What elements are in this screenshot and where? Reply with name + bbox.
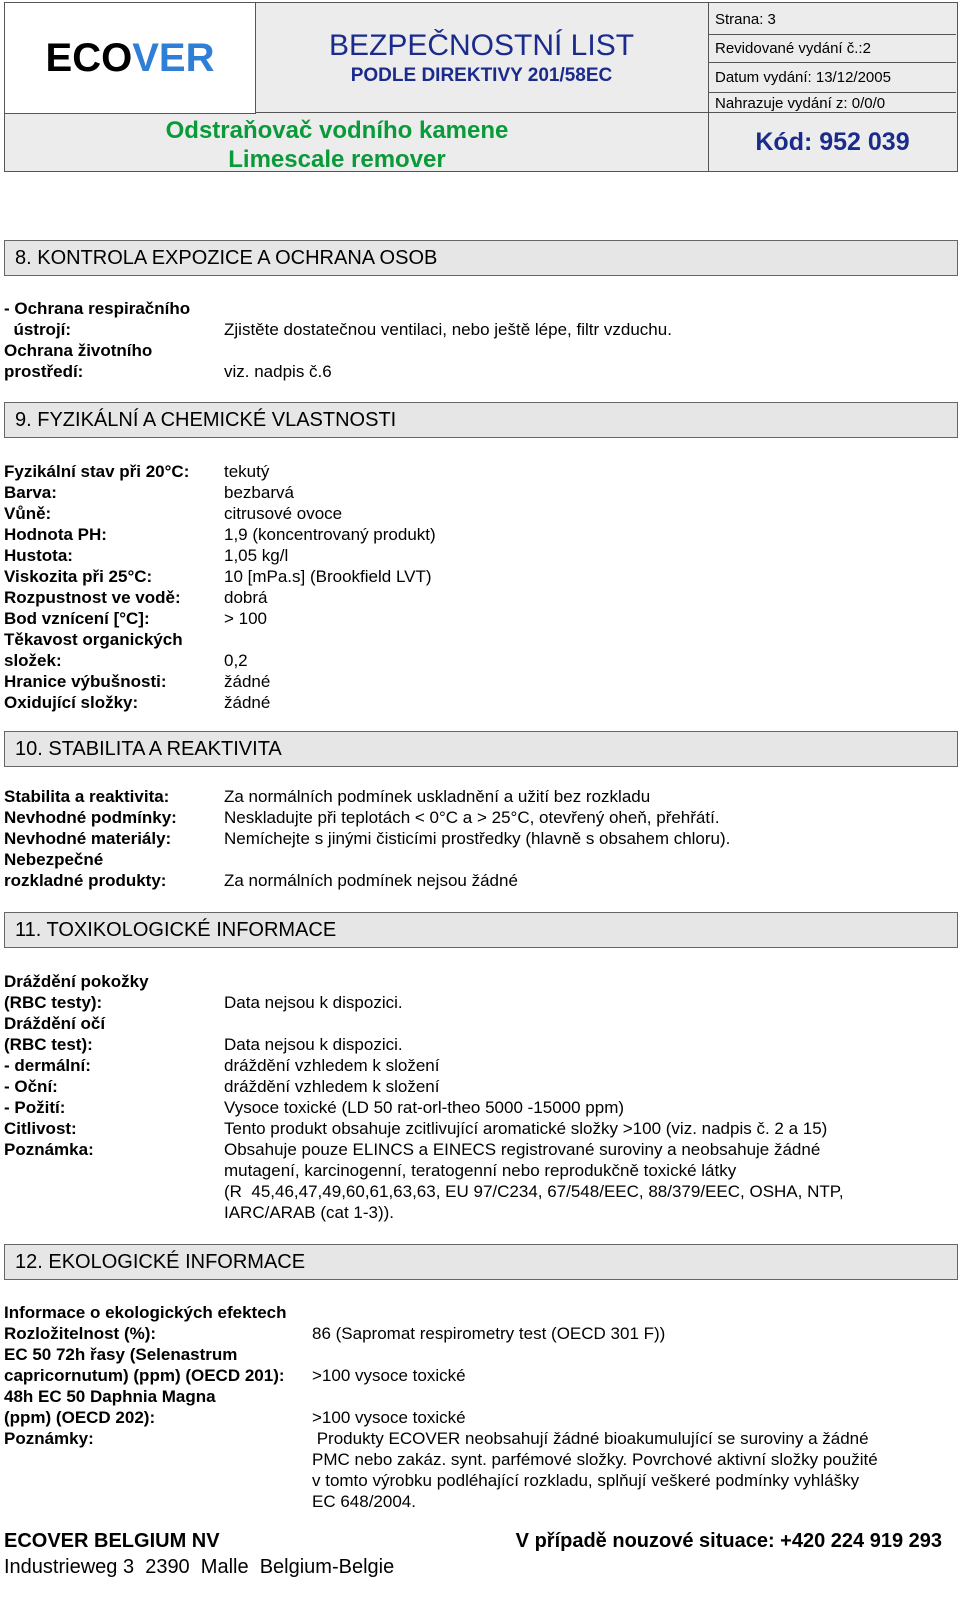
section-8-header: 8. KONTROLA EXPOZICE A OCHRANA OSOB	[4, 240, 958, 276]
footer-emergency-phone: V případě nouzové situace: +420 224 919 293	[515, 1530, 942, 1552]
property-label: Vůně:	[4, 504, 52, 523]
tox-value: Obsahuje pouze ELINCS a EINECS registrované suroviny a neobsahuje žádné	[224, 1140, 821, 1159]
property-value: > 100	[224, 609, 268, 628]
replaces-issue: Nahrazuje vydání z: 0/0/0	[715, 94, 886, 112]
document-subtitle: PODLE DIREKTIVY 201/58EC	[350, 65, 613, 86]
property-label: Barva:	[4, 483, 57, 502]
tox-label: Dráždění pokožky	[4, 972, 149, 991]
tox-label: - Požití:	[4, 1098, 66, 1117]
stability-label: Nebezpečné	[4, 850, 104, 869]
issue-date: Datum vydání: 13/12/2005	[709, 63, 956, 93]
property-value: 1,9 (koncentrovaný produkt)	[224, 525, 436, 544]
product-name-en: Limescale remover	[228, 146, 446, 173]
tox-label: Dráždění očí	[4, 1014, 106, 1033]
stability-label: rozkladné produkty:	[4, 871, 167, 890]
property-value: 0,2	[224, 651, 248, 670]
meta-cell	[709, 3, 956, 113]
tox-label: Citlivost:	[4, 1119, 77, 1138]
eco-value: >100 vysoce toxické	[312, 1366, 466, 1385]
stability-label: Nevhodné podmínky:	[4, 808, 177, 827]
property-value: citrusové ovoce	[224, 504, 343, 523]
tox-value: mutagení, karcinogenní, teratogenní nebo reprodukčně toxické látky	[224, 1161, 737, 1180]
product-name-cz: Odstraňovač vodního kamene	[165, 117, 509, 144]
property-value: žádné	[224, 693, 271, 712]
stability-value: Za normálních podmínek nejsou žádné	[224, 871, 518, 890]
page-number: Strana: 3	[709, 5, 956, 35]
footer-address: Industrieweg 3 2390 Malle Belgium-Belgie	[4, 1556, 395, 1578]
eco-value: 86 (Sapromat respirometry test (OECD 301 F))	[312, 1324, 666, 1343]
eco-value: Produkty ECOVER neobsahují žádné bioakumulující se suroviny a žádné	[312, 1429, 869, 1448]
env-protection-value: viz. nadpis č.6	[224, 362, 332, 381]
property-value: tekutý	[224, 462, 270, 481]
logo-eco-text: ECO	[45, 35, 133, 80]
property-value: 10 [mPa.s] (Brookfield LVT)	[224, 567, 432, 586]
tox-value: dráždění vzhledem k složení	[224, 1056, 440, 1075]
property-label: Hustota:	[4, 546, 73, 565]
product-name-cell	[5, 113, 709, 171]
env-protection-label-2: prostředí:	[4, 362, 84, 381]
eco-label: EC 50 72h řasy (Selenastrum	[4, 1345, 238, 1364]
env-protection-label-1: Ochrana životního	[4, 341, 153, 360]
section-11-header: 11. TOXIKOLOGICKÉ INFORMACE	[4, 912, 958, 948]
revision-number: Revidované vydání č.:2	[709, 35, 956, 63]
tox-value: (R 45,46,47,49,60,61,63,63, EU 97/C234, 67/548/EEC, 88/379/EEC, OSHA, NTP,	[224, 1182, 844, 1201]
eco-value: PMC nebo zakáz. synt. parfémové složky. Povrchové aktivní složky použité	[312, 1450, 878, 1469]
eco-label: Informace o ekologických efektech	[4, 1303, 287, 1322]
tox-value: Data nejsou k dispozici.	[224, 1035, 403, 1054]
document-header	[4, 2, 958, 172]
stability-label: Stabilita a reaktivita:	[4, 787, 170, 806]
tox-label: Poznámka:	[4, 1140, 94, 1159]
resp-protection-label-2: ústrojí:	[4, 320, 72, 339]
eco-value: EC 648/2004.	[312, 1492, 416, 1511]
eco-label: 48h EC 50 Daphnia Magna	[4, 1387, 216, 1406]
logo-ver-text: VER	[132, 35, 215, 80]
property-label: Fyzikální stav při 20°C:	[4, 462, 190, 481]
property-label: složek:	[4, 651, 62, 670]
eco-value: >100 vysoce toxické	[312, 1408, 466, 1427]
property-label: Oxidující složky:	[4, 693, 139, 712]
property-label: Viskozita při 25°C:	[4, 567, 153, 586]
section-10-header: 10. STABILITA A REAKTIVITA	[4, 731, 958, 767]
tox-label: - dermální:	[4, 1056, 91, 1075]
property-value: bezbarvá	[224, 483, 294, 502]
property-label: Rozpustnost ve vodě:	[4, 588, 181, 607]
eco-label: (ppm) (OECD 202):	[4, 1408, 156, 1427]
property-value: dobrá	[224, 588, 268, 607]
stability-value: Neskladujte při teplotách < 0°C a > 25°C, otevřený oheň, přehřátí.	[224, 808, 720, 827]
eco-label: Rozložitelnost (%):	[4, 1324, 157, 1343]
tox-label: (RBC test):	[4, 1035, 93, 1054]
stability-value: Za normálních podmínek uskladnění a užití bez rozkladu	[224, 787, 651, 806]
tox-value: Vysoce toxické (LD 50 rat-orl-theo 5000 -15000 ppm)	[224, 1098, 625, 1117]
tox-value: dráždění vzhledem k složení	[224, 1077, 440, 1096]
property-label: Těkavost organických	[4, 630, 183, 649]
document-title: BEZPEČNOSTNÍ LIST	[328, 29, 635, 62]
stability-value: Nemíchejte s jinými čisticími prostředky (hlavně s obsahem chloru).	[224, 829, 731, 848]
tox-label: (RBC testy):	[4, 993, 103, 1012]
property-value: 1,05 kg/l	[224, 546, 289, 565]
eco-value: v tomto výrobku podléhající rozkladu, splňují veškeré podmínky vyhlášky	[312, 1471, 860, 1490]
property-label: Bod vznícení [°C]:	[4, 609, 150, 628]
title-cell	[255, 3, 709, 113]
property-value: žádné	[224, 672, 271, 691]
tox-value: Data nejsou k dispozici.	[224, 993, 403, 1012]
eco-label: capricornutum) (ppm) (OECD 201):	[4, 1366, 285, 1385]
tox-value: IARC/ARAB (cat 1-3)).	[224, 1203, 395, 1222]
stability-label: Nevhodné materiály:	[4, 829, 172, 848]
ecover-logo	[5, 3, 256, 114]
property-label: Hranice výbušnosti:	[4, 672, 167, 691]
resp-protection-value: Zjistěte dostatečnou ventilaci, nebo ještě lépe, filtr vzduchu.	[224, 320, 672, 339]
section-9-header: 9. FYZIKÁLNÍ A CHEMICKÉ VLASTNOSTI	[4, 402, 958, 438]
section-12-header: 12. EKOLOGICKÉ INFORMACE	[4, 1244, 958, 1280]
tox-label: - Oční:	[4, 1077, 58, 1096]
tox-value: Tento produkt obsahuje zcitlivující aromatické složky >100 (viz. nadpis č. 2 a 15)	[224, 1119, 828, 1138]
resp-protection-label-1: - Ochrana respiračního	[4, 299, 191, 318]
footer-company: ECOVER BELGIUM NV	[4, 1530, 220, 1552]
product-code: Kód: 952 039	[755, 127, 910, 156]
eco-label: Poznámky:	[4, 1429, 94, 1448]
property-label: Hodnota PH:	[4, 525, 107, 544]
